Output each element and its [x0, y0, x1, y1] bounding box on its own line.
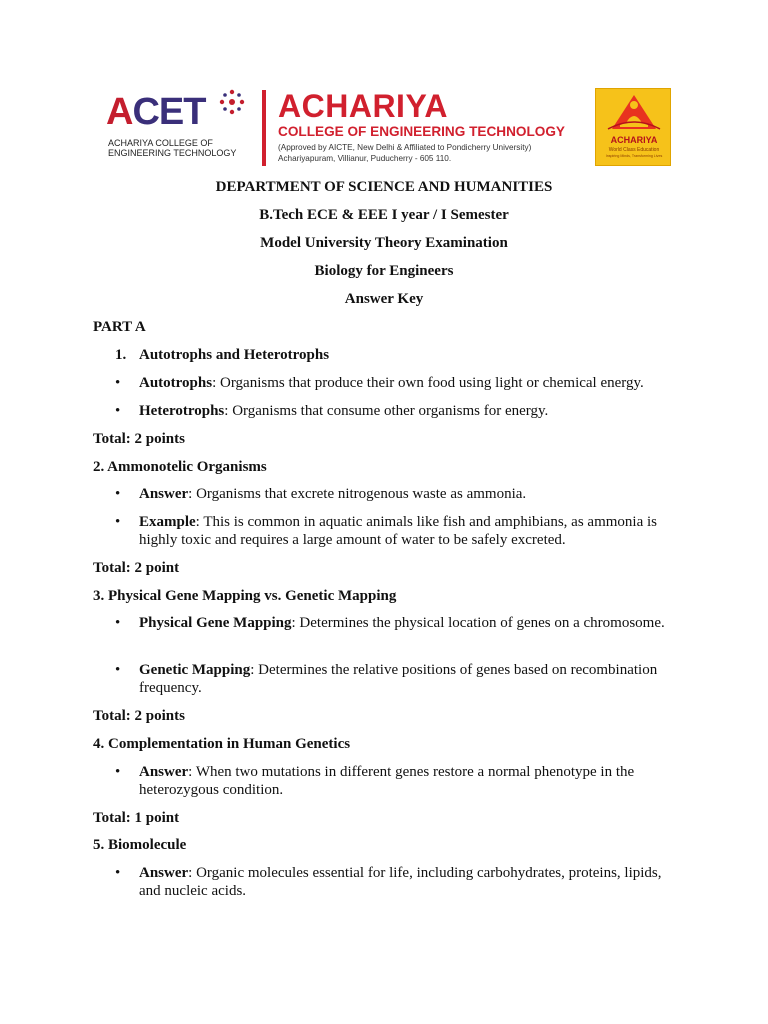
bullet-icon: • — [115, 375, 121, 391]
meditating-figure-icon — [596, 89, 672, 135]
college-name: ACHARIYA — [278, 88, 448, 124]
college-approval-note: (Approved by AICTE, New Delhi & Affiliated to Pondicherry University) — [278, 143, 532, 152]
exam-title: Model University Theory Examination — [260, 235, 508, 251]
term: Physical Gene Mapping — [139, 615, 292, 631]
question-3-heading: 3. Physical Gene Mapping vs. Genetic Mapping — [93, 588, 397, 604]
acet-logo-mark: ACET — [106, 91, 206, 133]
part-heading: PART A — [93, 319, 146, 335]
header-divider — [262, 90, 266, 166]
definition: : Organisms that produce their own food using light or chemical energy. — [212, 375, 644, 391]
question-title: Autotrophs and Heterotrophs — [139, 347, 330, 363]
subject-title: Biology for Engineers — [314, 263, 454, 279]
question-5-heading: 5. Biomolecule — [93, 837, 187, 853]
question-2-heading: 2. Ammonotelic Organisms — [93, 459, 267, 475]
term: Autotrophs — [139, 375, 213, 391]
achariya-seal-logo — [595, 88, 671, 166]
seal-subline: Inspiring Minds, Transforming Lives — [605, 154, 663, 158]
definition: : Determines the physical location of genes on a chromosome. — [291, 615, 665, 631]
definition: : This is common in aquatic animals like fish and amphibians, as ammonia is highly toxic and requires a large amount of water to be safely excreted. — [139, 514, 657, 548]
letterhead — [0, 0, 768, 175]
college-wordmark — [278, 90, 588, 170]
question-4-heading: 4. Complementation in Human Genetics — [93, 736, 351, 752]
department-title: DEPARTMENT OF SCIENCE AND HUMANITIES — [215, 179, 553, 195]
question-1-heading — [115, 346, 329, 364]
seal-wordmark: ACHARIYA — [610, 135, 658, 145]
term: Answer — [139, 865, 189, 881]
question-2-total: Total: 2 point — [93, 560, 180, 576]
bullet-icon: • — [115, 662, 121, 678]
program-title: B.Tech ECE & EEE I year / I Semester — [259, 207, 509, 223]
bullet-icon: • — [115, 514, 121, 530]
bullet-icon: • — [115, 403, 121, 419]
term: Genetic Mapping — [139, 662, 251, 678]
bullet-icon: • — [115, 865, 121, 881]
document-titles — [0, 178, 768, 318]
molecule-icon — [218, 88, 246, 116]
question-4-total: Total: 1 point — [93, 810, 180, 826]
definition: : When two mutations in different genes restore a normal phenotype in the heterozygous condition. — [139, 764, 635, 798]
question-1-total: Total: 2 points — [93, 431, 185, 447]
acet-logo — [106, 88, 246, 168]
term: Answer — [139, 486, 189, 502]
doc-type-title: Answer Key — [344, 291, 424, 307]
bullet-icon: • — [115, 486, 121, 502]
seal-tagline: World Class Education — [608, 147, 660, 153]
definition: : Determines the relative positions of genes based on recombination frequency. — [139, 662, 658, 696]
bullet-icon: • — [115, 615, 121, 631]
definition: : Organisms that consume other organisms for energy. — [224, 403, 549, 419]
bullet-icon: • — [115, 764, 121, 780]
term: Answer — [139, 764, 189, 780]
term: Heterotrophs — [139, 403, 225, 419]
definition: : Organic molecules essential for life, including carbohydrates, proteins, lipids, and nucleic acids. — [139, 865, 662, 899]
acet-logo-subtitle: ACHARIYA COLLEGE OF ENGINEERING TECHNOLOGY — [108, 138, 237, 158]
term: Example — [139, 514, 196, 530]
definition: : Organisms that excrete nitrogenous waste as ammonia. — [188, 486, 527, 502]
college-address: Achariyapuram, Villianur, Puducherry - 605 110. — [278, 154, 452, 163]
question-3-total: Total: 2 points — [93, 708, 185, 724]
college-subtitle: COLLEGE OF ENGINEERING TECHNOLOGY — [278, 124, 565, 139]
question-number: 1. — [115, 347, 127, 363]
